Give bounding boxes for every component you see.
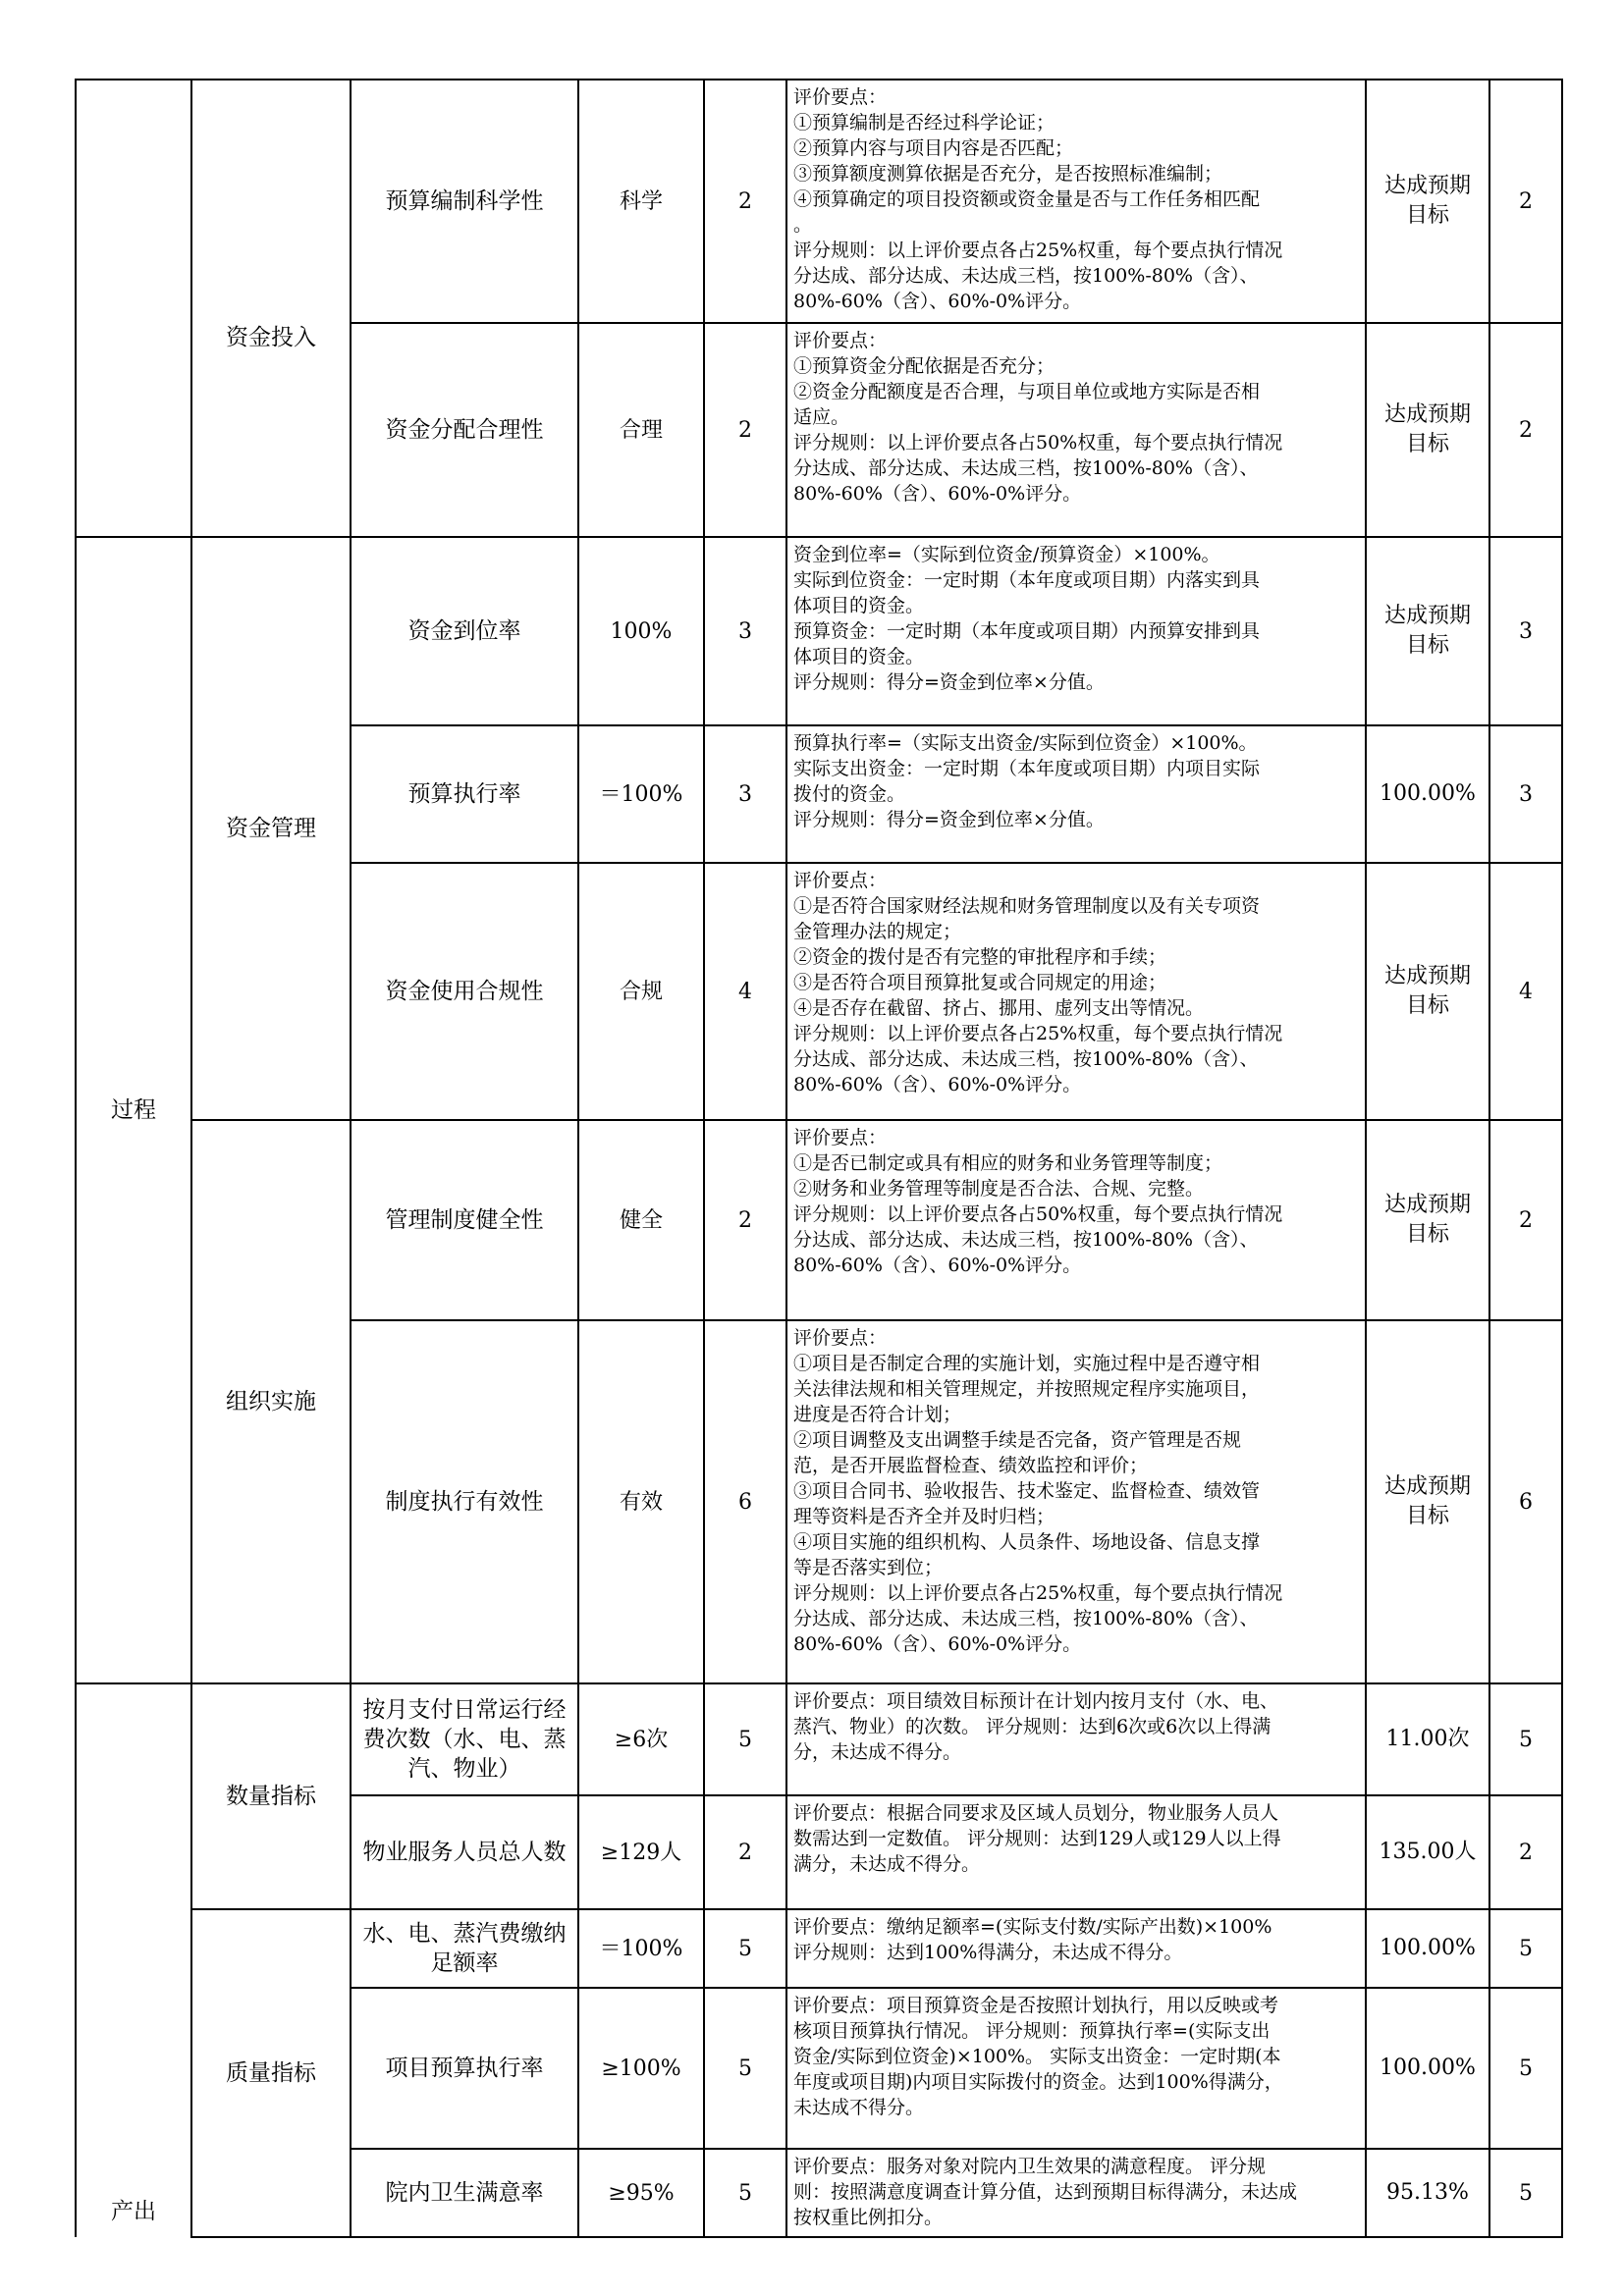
table-row	[76, 1909, 1562, 1988]
result-cell: 100.00%	[1366, 1988, 1489, 2149]
target-cell: 100%	[578, 537, 704, 725]
target-cell: 健全	[578, 1120, 704, 1320]
score-cell: 3	[1489, 537, 1562, 725]
target-cell: 合理	[578, 323, 704, 537]
weight-cell: 6	[704, 1320, 786, 1683]
indicator-cell: 院内卫生满意率	[351, 2149, 578, 2237]
result-cell: 95.13%	[1366, 2149, 1489, 2237]
target-cell: ＝100%	[578, 725, 704, 863]
indicator-cell: 物业服务人员总人数	[351, 1795, 578, 1909]
result-cell: 135.00人	[1366, 1795, 1489, 1909]
table-row	[76, 1120, 1562, 1320]
score-cell: 4	[1489, 863, 1562, 1120]
description-cell: 评价要点： ①项目是否制定合理的实施计划，实施过程中是否遵守相 关法律法规和相关管理规定，并按照规定程序实施项目， 进度是否符合计划； ②项目调整及支出调整手续是否完备，资产管理是否规 范，是否开展监督检查、绩效监控和评价； ③项目合同书、验收报告、技术鉴定、监督检查、绩效管 理等资料是否齐全并及时归档； ④项目实施的组织机构、人员条件、场地设备、信息支撑 等是否落实到位； 评分规则：以上评价要点各占25%权重，每个要点执行情况 分达成、部分达成、未达成三档，按100%-80%（含）、 80%-60%（含）、60%-0%评分。	[786, 1320, 1366, 1683]
result-cell: 100.00%	[1366, 725, 1489, 863]
table-row	[76, 80, 1562, 323]
weight-cell: 3	[704, 537, 786, 725]
description-cell: 评价要点：根据合同要求及区域人员划分，物业服务人员人 数需达到一定数值。 评分规则：达到129人或129人以上得 满分，未达成不得分。	[786, 1795, 1366, 1909]
description-cell: 评价要点： ①预算编制是否经过科学论证； ②预算内容与项目内容是否匹配； ③预算额度测算依据是否充分，是否按照标准编制； ④预算确定的项目投资额或资金量是否与工作任务相匹配 。 评分规则：以上评价要点各占25%权重，每个要点执行情况 分达成、部分达成、未达成三档，按100%-80%（含）、 80%-60%（含）、60%-0%评分。	[786, 80, 1366, 323]
level2-cell: 资金投入	[191, 80, 351, 537]
level2-cell: 组织实施	[191, 1120, 351, 1683]
weight-cell: 2	[704, 323, 786, 537]
description-cell: 评价要点： ①是否符合国家财经法规和财务管理制度以及有关专项资 金管理办法的规定； ②资金的拨付是否有完整的审批程序和手续； ③是否符合项目预算批复或合同规定的用途； ④是否存在截留、挤占、挪用、虚列支出等情况。 评分规则：以上评价要点各占25%权重，每个要点执行情况 分达成、部分达成、未达成三档，按100%-80%（含）、 80%-60%（含）、60%-0%评分。	[786, 863, 1366, 1120]
description-cell: 评价要点：项目绩效目标预计在计划内按月支付（水、电、 蒸汽、物业）的次数。 评分规则：达到6次或6次以上得满 分，未达成不得分。	[786, 1683, 1366, 1795]
target-cell: ≥100%	[578, 1988, 704, 2149]
indicator-cell: 项目预算执行率	[351, 1988, 578, 2149]
indicator-cell: 资金使用合规性	[351, 863, 578, 1120]
result-cell: 达成预期 目标	[1366, 323, 1489, 537]
target-cell: 科学	[578, 80, 704, 323]
weight-cell: 5	[704, 1988, 786, 2149]
description-cell: 预算执行率=（实际支出资金/实际到位资金）×100%。 实际支出资金：一定时期（本年度或项目期）内项目实际 拨付的资金。 评分规则：得分=资金到位率×分值。	[786, 725, 1366, 863]
level1-cell	[76, 80, 191, 537]
target-cell: ＝100%	[578, 1909, 704, 1988]
level1-cell: 产出	[76, 1683, 191, 2237]
indicator-cell: 预算编制科学性	[351, 80, 578, 323]
table-row	[76, 537, 1562, 725]
score-cell: 5	[1489, 1683, 1562, 1795]
indicator-cell: 资金分配合理性	[351, 323, 578, 537]
indicator-cell: 管理制度健全性	[351, 1120, 578, 1320]
description-cell: 资金到位率=（实际到位资金/预算资金）×100%。 实际到位资金：一定时期（本年度或项目期）内落实到具 体项目的资金。 预算资金：一定时期（本年度或项目期）内预算安排到具 体项目的资金。 评分规则：得分=资金到位率×分值。	[786, 537, 1366, 725]
score-cell: 6	[1489, 1320, 1562, 1683]
score-cell: 5	[1489, 1909, 1562, 1988]
result-cell: 达成预期 目标	[1366, 80, 1489, 323]
score-cell: 5	[1489, 2149, 1562, 2237]
indicator-cell: 按月支付日常运行经 费次数（水、电、蒸 汽、物业）	[351, 1683, 578, 1795]
weight-cell: 3	[704, 725, 786, 863]
level2-cell: 数量指标	[191, 1683, 351, 1909]
level1-cell: 过程	[76, 537, 191, 1683]
weight-cell: 5	[704, 1683, 786, 1795]
result-cell: 达成预期 目标	[1366, 863, 1489, 1120]
score-cell: 2	[1489, 1120, 1562, 1320]
target-cell: ≥129人	[578, 1795, 704, 1909]
weight-cell: 5	[704, 2149, 786, 2237]
result-cell: 达成预期 目标	[1366, 1120, 1489, 1320]
table-row	[76, 1683, 1562, 1795]
indicator-cell: 预算执行率	[351, 725, 578, 863]
weight-cell: 5	[704, 1909, 786, 1988]
target-cell: 合规	[578, 863, 704, 1120]
weight-cell: 2	[704, 1120, 786, 1320]
score-cell: 2	[1489, 80, 1562, 323]
indicator-cell: 水、电、蒸汽费缴纳 足额率	[351, 1909, 578, 1988]
score-cell: 2	[1489, 1795, 1562, 1909]
performance-evaluation-table	[75, 79, 1563, 2238]
result-cell: 100.00%	[1366, 1909, 1489, 1988]
level2-cell: 质量指标	[191, 1909, 351, 2237]
indicator-cell: 资金到位率	[351, 537, 578, 725]
description-cell: 评价要点： ①是否已制定或具有相应的财务和业务管理等制度； ②财务和业务管理等制度是否合法、合规、完整。 评分规则：以上评价要点各占50%权重，每个要点执行情况 分达成、部分达成、未达成三档，按100%-80%（含）、 80%-60%（含）、60%-0%评分。	[786, 1120, 1366, 1320]
description-cell: 评价要点：服务对象对院内卫生效果的满意程度。 评分规 则：按照满意度调查计算分值，达到预期目标得满分，未达成 按权重比例扣分。	[786, 2149, 1366, 2237]
result-cell: 达成预期 目标	[1366, 537, 1489, 725]
description-cell: 评价要点：缴纳足额率=(实际支付数/实际产出数)×100% 评分规则：达到100%得满分，未达成不得分。	[786, 1909, 1366, 1988]
target-cell: 有效	[578, 1320, 704, 1683]
weight-cell: 2	[704, 1795, 786, 1909]
result-cell: 11.00次	[1366, 1683, 1489, 1795]
score-cell: 2	[1489, 323, 1562, 537]
description-cell: 评价要点： ①预算资金分配依据是否充分； ②资金分配额度是否合理，与项目单位或地方实际是否相 适应。 评分规则：以上评价要点各占50%权重，每个要点执行情况 分达成、部分达成、未达成三档，按100%-80%（含）、 80%-60%（含）、60%-0%评分。	[786, 323, 1366, 537]
score-cell: 5	[1489, 1988, 1562, 2149]
weight-cell: 2	[704, 80, 786, 323]
description-cell: 评价要点：项目预算资金是否按照计划执行，用以反映或考 核项目预算执行情况。 评分规则：预算执行率=(实际支出 资金/实际到位资金)×100%。 实际支出资金：一定时期(本 年度或项目期)内项目实际拨付的资金。达到100%得满分， 未达成不得分。	[786, 1988, 1366, 2149]
target-cell: ≥6次	[578, 1683, 704, 1795]
target-cell: ≥95%	[578, 2149, 704, 2237]
level2-cell: 资金管理	[191, 537, 351, 1120]
weight-cell: 4	[704, 863, 786, 1120]
indicator-cell: 制度执行有效性	[351, 1320, 578, 1683]
score-cell: 3	[1489, 725, 1562, 863]
result-cell: 达成预期 目标	[1366, 1320, 1489, 1683]
